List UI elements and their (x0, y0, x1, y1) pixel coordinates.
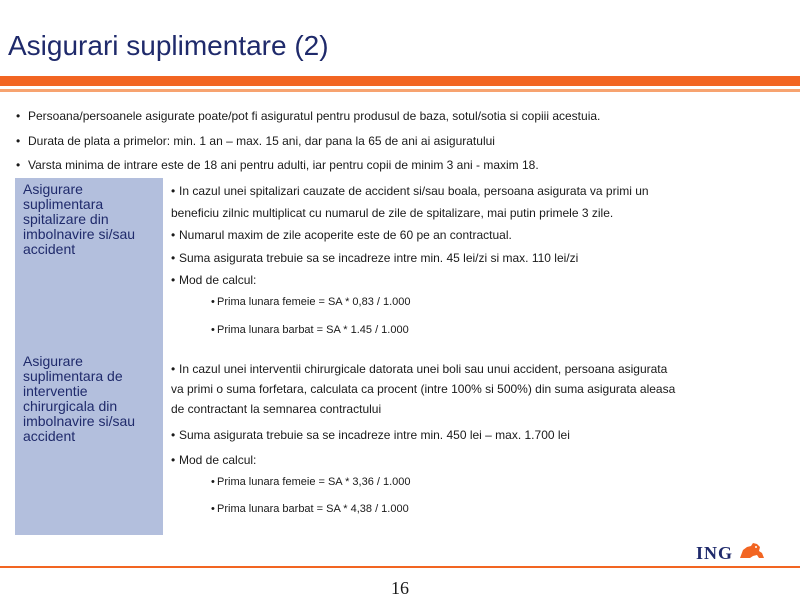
row-label: Asigurare suplimentara spitalizare din imbolnavire si/sau accident (15, 178, 163, 350)
bullet-icon: • (211, 476, 215, 488)
formula-item: • Prima lunara femeie = SA * 0,83 / 1.000 (211, 291, 411, 313)
bullet-icon: • (211, 296, 215, 308)
insurance-row-hospitalization (15, 178, 795, 350)
bullet-icon: • (16, 133, 21, 148)
header-divider-thin (0, 89, 800, 92)
bullet-icon: • (171, 453, 176, 467)
list-item: • Numarul maxim de zile acoperite este de 60 pe an contractual. (171, 224, 512, 246)
bullet-icon: • (171, 228, 176, 242)
bullet-icon: • (16, 158, 21, 172)
formula-item: • Prima lunara barbat = SA * 4,38 / 1.000 (211, 498, 409, 520)
ing-logo (696, 540, 767, 567)
logo-text: ING (696, 543, 734, 563)
formula-item: • Prima lunara femeie = SA * 3,36 / 1.000 (211, 471, 411, 493)
bullet-icon: • (171, 251, 176, 265)
list-item: • Mod de calcul: (171, 449, 256, 471)
list-item-continuation: beneficiu zilnic multiplicat cu numarul de zile de spitalizare, mai putin primele 3 zile. (171, 206, 614, 220)
list-item: • Durata de plata a primelor: min. 1 an – max. 15 ani, dar pana la 65 de ani ai asiguratului (16, 129, 796, 154)
footer-divider (0, 566, 800, 568)
bullet-icon: • (171, 184, 176, 198)
bullet-icon: • (171, 273, 176, 287)
bullet-icon: • (171, 428, 176, 442)
general-conditions-list (16, 104, 796, 178)
list-item: • Persoana/persoanele asigurate poate/pot fi asiguratul pentru produsul de baza, sotul/sotia si copiii acestuia. (16, 104, 796, 129)
bullet-icon: • (171, 362, 176, 376)
list-item: • Suma asigurata trebuie sa se incadreze intre min. 450 lei – max. 1.700 lei (171, 424, 570, 446)
insurance-row-surgery (15, 350, 795, 535)
formula-item: • Prima lunara barbat = SA * 1.45 / 1.000 (211, 319, 409, 341)
list-item: • Mod de calcul: (171, 269, 256, 291)
list-item: • In cazul unei spitalizari cauzate de accident si/sau boala, persoana asigurata va primi un (171, 180, 649, 202)
lion-icon (737, 540, 767, 567)
list-item-continuation: de contractant la semnarea contractului (171, 402, 382, 416)
bullet-icon: • (211, 503, 215, 515)
row-label: Asigurare suplimentara de interventie chirurgicala din imbolnavire si/sau accident (15, 350, 163, 535)
list-item: • In cazul unei interventii chirurgicale datorata unei boli sau unui accident, persoana asigurata (171, 358, 667, 380)
page-number: 16 (391, 578, 409, 598)
page-title: Asigurari suplimentare (2) (8, 30, 329, 61)
header-divider (0, 76, 800, 86)
list-item: • Varsta minima de intrare este de 18 ani pentru adulti, iar pentru copii de minim 3 ani - maxim 18. (16, 153, 796, 178)
list-item-continuation: va primi o suma forfetara, calculata ca procent (intre 100% si 500%) din suma asigurata aleasa (171, 382, 676, 396)
bullet-icon: • (16, 109, 21, 123)
bullet-icon: • (211, 324, 215, 336)
list-item: • Suma asigurata trebuie sa se incadreze intre min. 45 lei/zi si max. 110 lei/zi (171, 247, 578, 269)
